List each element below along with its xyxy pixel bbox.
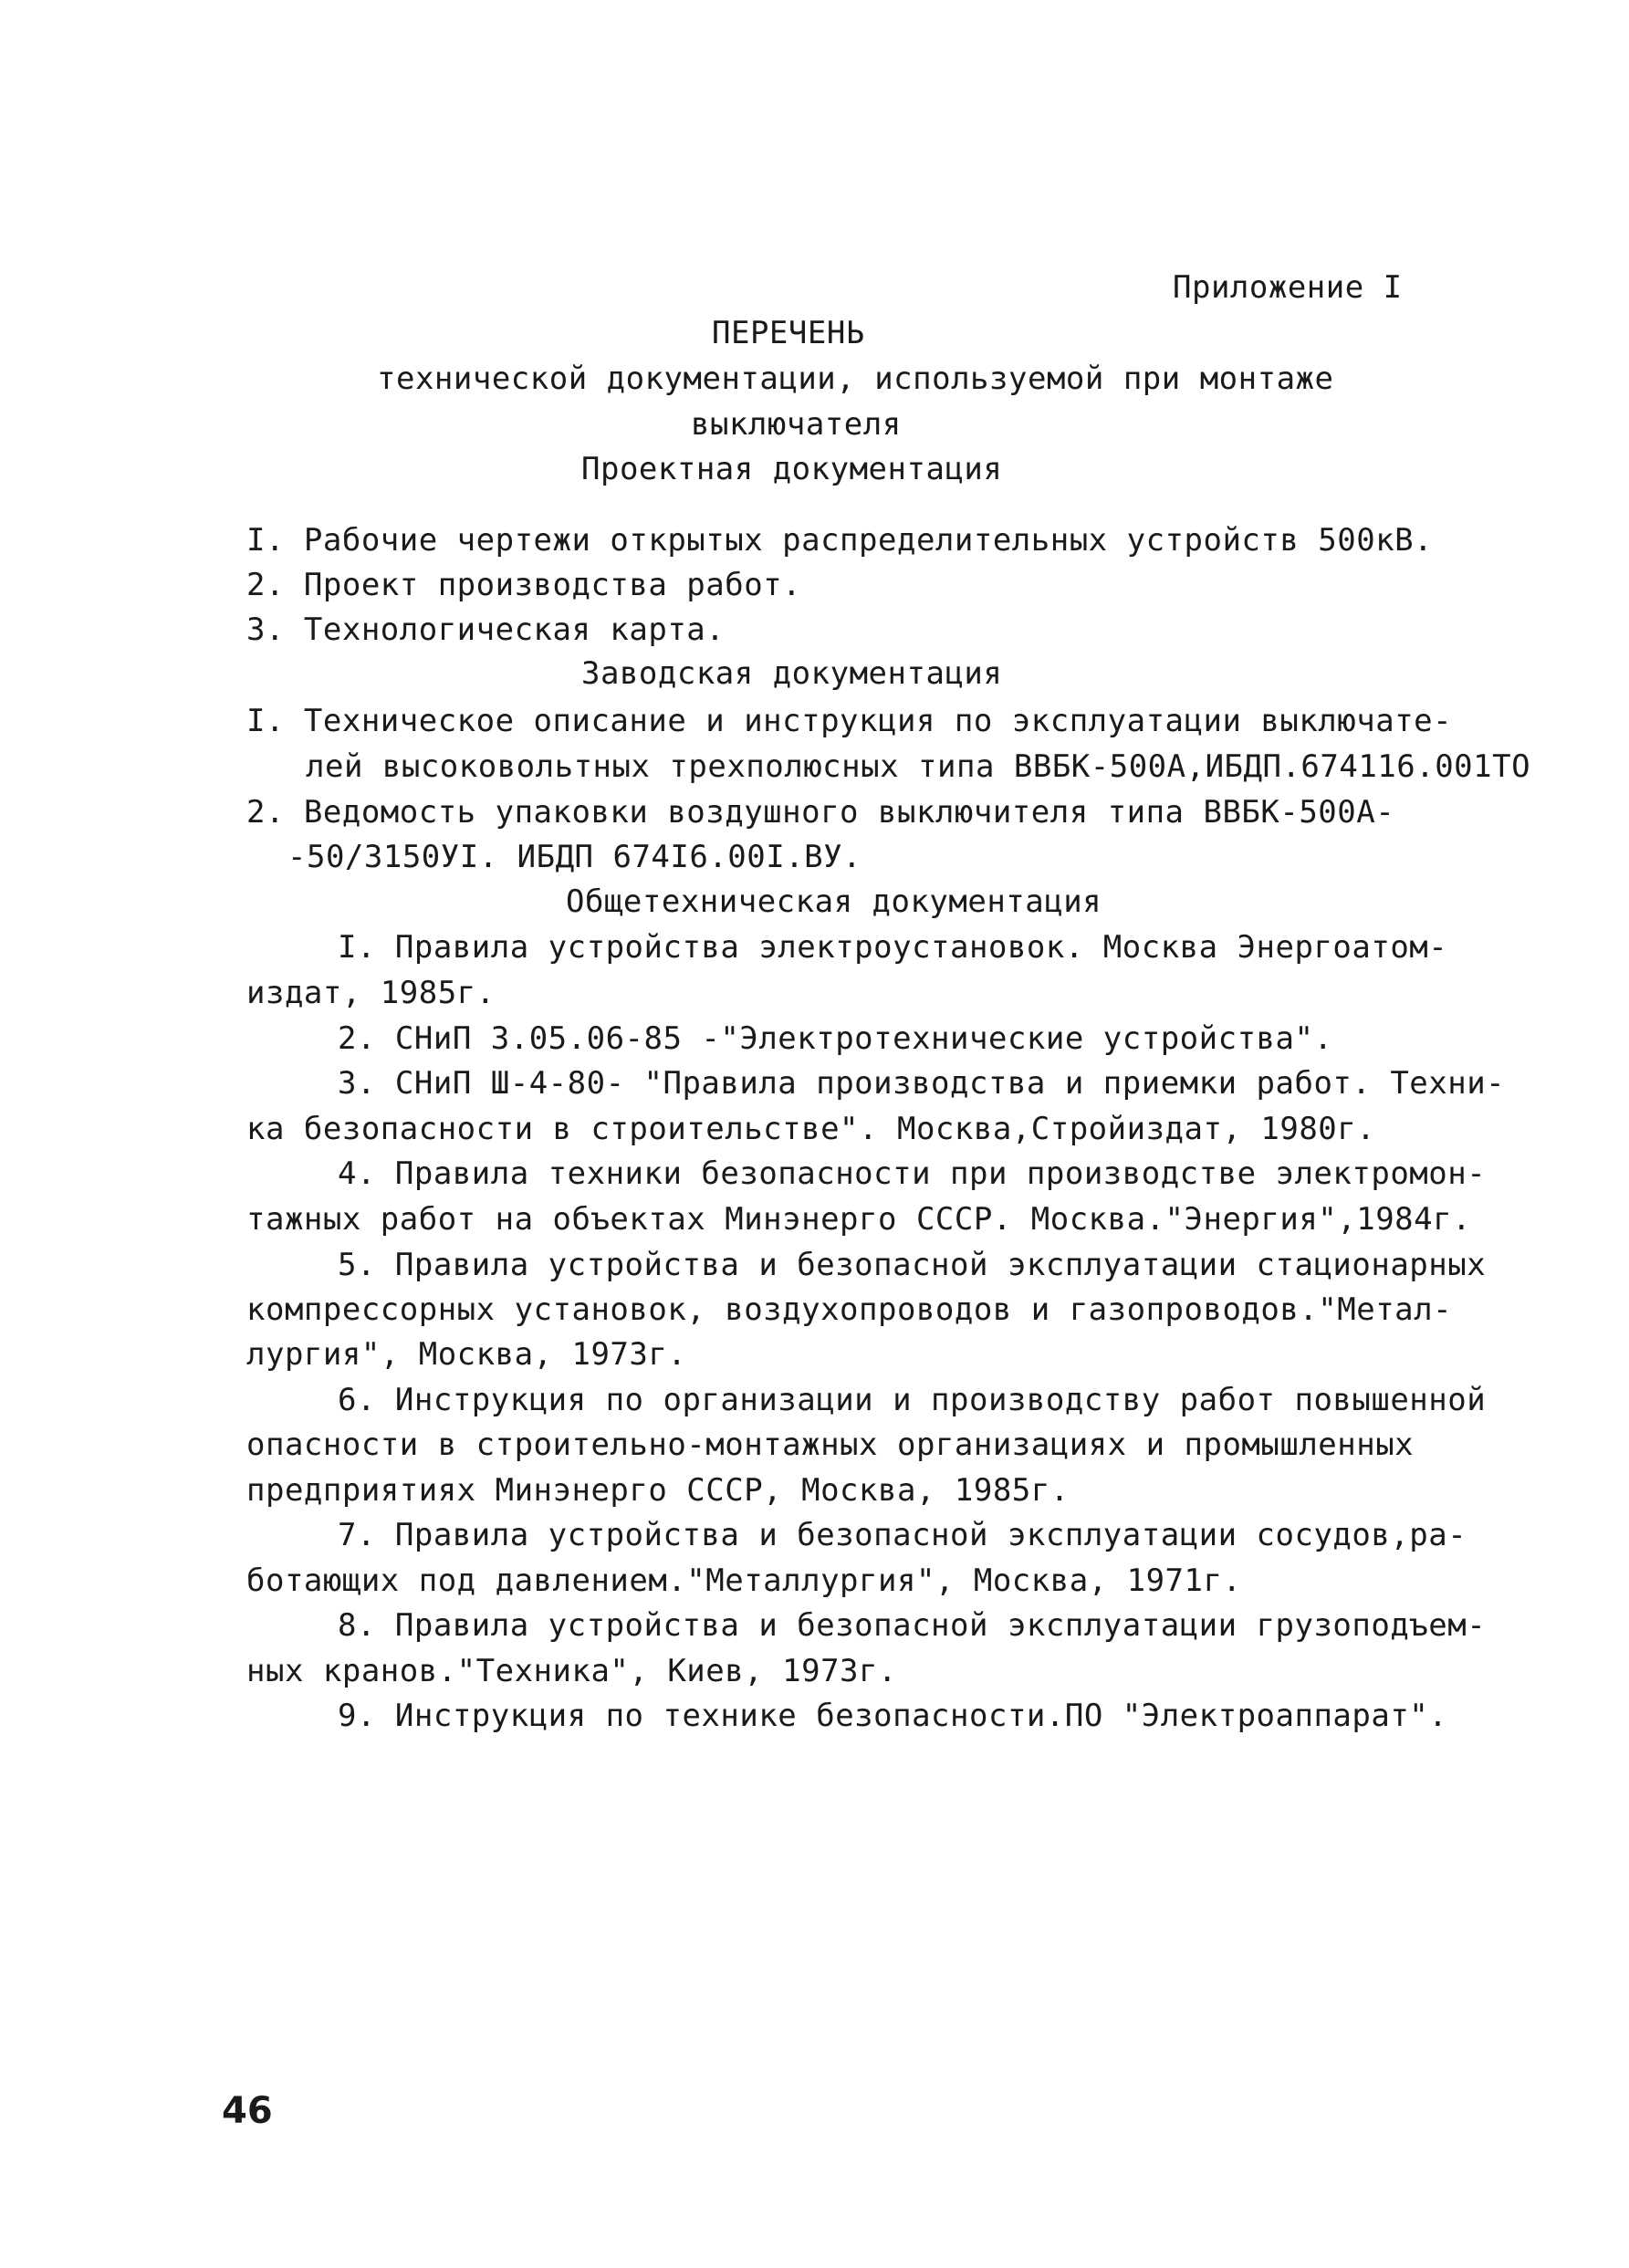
- page-number: 46: [222, 2090, 273, 2132]
- document-title: ПЕРЕЧЕНЬ: [712, 315, 865, 351]
- factory-line-3: 2. Ведомость упаковки воздушного выключителя типа ВВБК-500А-: [246, 794, 1395, 831]
- section-heading-project: Проектная документация: [581, 451, 1003, 487]
- general-line-16: 8. Правила устройства и безопасной эксплуатации грузоподъем-: [338, 1607, 1487, 1644]
- section-heading-general: Общетехническая документация: [566, 883, 1102, 920]
- general-line-17: ных кранов."Техника", Киев, 1973г.: [246, 1653, 897, 1689]
- document-subtitle-line-2: выключателя: [691, 406, 902, 443]
- general-line-9: компрессорных установок, воздухопроводов и газопроводов."Метал-: [246, 1291, 1453, 1328]
- general-line-12: опасности в строительно-монтажных организациях и промышленных: [246, 1427, 1415, 1463]
- factory-line-4: -50/3150УI. ИБДП 674I6.00I.ВУ.: [287, 839, 862, 875]
- section-heading-factory: Заводская документация: [581, 655, 1003, 692]
- appendix-label: Приложение I: [1173, 269, 1403, 306]
- general-line-1: I. Правила устройства электроустановок. Москва Энергоатом-: [338, 929, 1448, 966]
- general-line-5: ка безопасности в строительстве". Москва,Стройиздат, 1980г.: [246, 1111, 1376, 1147]
- project-item-3: 3. Технологическая карта.: [246, 611, 726, 648]
- factory-line-1: I. Техническое описание и инструкция по эксплуатации выключате-: [246, 703, 1453, 739]
- general-line-18: 9. Инструкция по технике безопасности.ПО "Электроаппарат".: [338, 1698, 1448, 1734]
- project-item-2: 2. Проект производства работ.: [246, 567, 802, 603]
- general-line-4: 3. СНиП Ш-4-80- "Правила производства и приемки работ. Техни-: [338, 1065, 1506, 1102]
- general-line-6: 4. Правила техники безопасности при производстве электромон-: [338, 1155, 1487, 1192]
- general-line-13: предприятиях Минэнерго СССР, Москва, 1985г.: [246, 1472, 1070, 1509]
- general-line-8: 5. Правила устройства и безопасной эксплуатации стационарных: [338, 1247, 1487, 1283]
- general-line-2: издат, 1985г.: [246, 975, 496, 1011]
- general-line-10: лургия", Москва, 1973г.: [246, 1336, 687, 1373]
- general-line-11: 6. Инструкция по организации и производству работ повышенной: [338, 1382, 1487, 1418]
- general-line-14: 7. Правила устройства и безопасной эксплуатации сосудов,ра-: [338, 1517, 1467, 1553]
- project-item-1: I. Рабочие чертежи открытых распределительных устройств 500кВ.: [246, 522, 1434, 559]
- factory-line-2: лей высоковольтных трехполюсных типа ВВБК-500А,ИБДП.674116.001ТО: [306, 748, 1531, 785]
- general-line-3: 2. СНиП 3.05.06-85 -"Электротехнические устройства".: [338, 1020, 1333, 1057]
- general-line-15: ботающих под давлением."Металлургия", Москва, 1971г.: [246, 1563, 1242, 1599]
- general-line-7: тажных работ на объектах Минэнерго СССР. Москва."Энергия",1984г.: [246, 1201, 1472, 1238]
- document-subtitle-line-1: технической документации, используемой при монтаже: [377, 361, 1334, 397]
